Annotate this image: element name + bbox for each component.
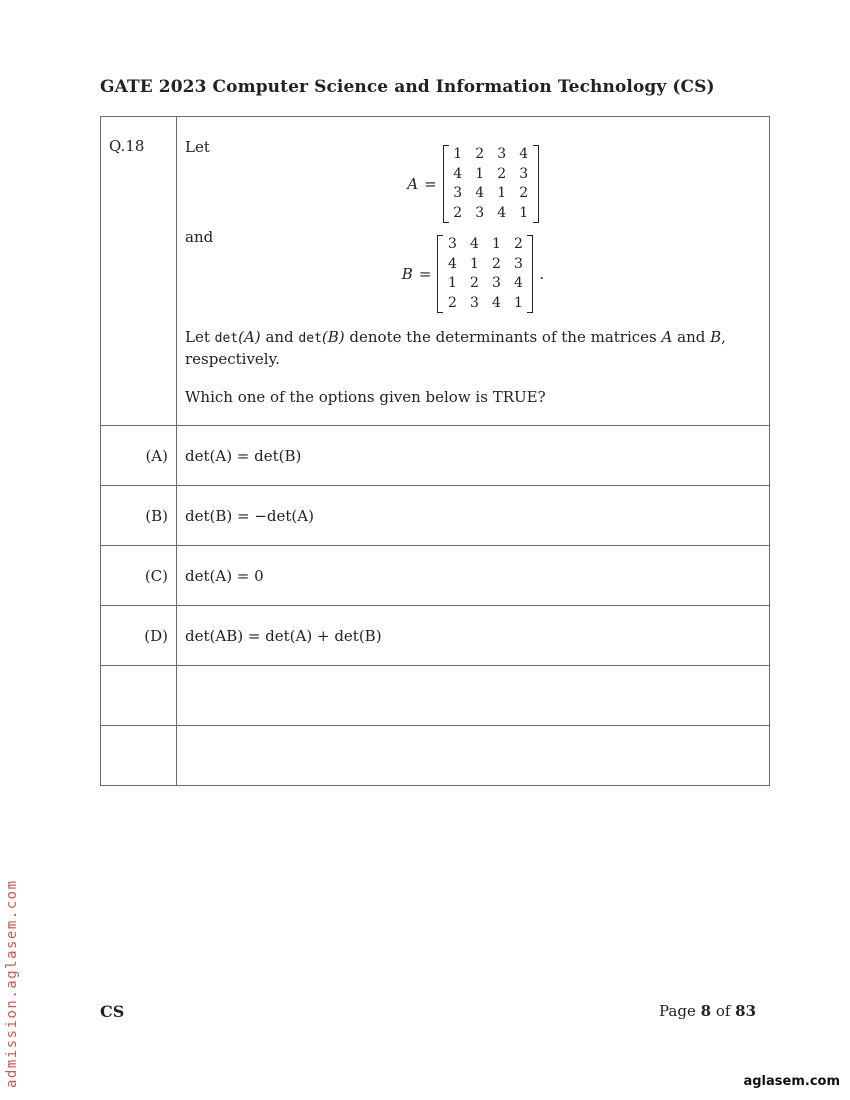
statement-text: and <box>260 328 299 346</box>
matrix-a-cell: 2 <box>475 146 485 162</box>
matrix-b-cell: 2 <box>513 236 523 252</box>
empty-cell <box>177 726 770 786</box>
equals-sign: = <box>424 175 437 193</box>
matrix-b-cell: 3 <box>447 236 457 252</box>
matrix-ref: (A) <box>238 328 261 346</box>
matrix-ref: B <box>710 328 722 346</box>
matrix-a-cell: 4 <box>453 165 463 182</box>
matrix-a-cell: 2 <box>453 204 463 221</box>
matrix-a-cell: 1 <box>453 146 463 162</box>
period: . <box>539 265 545 283</box>
matrix-b-cell: 4 <box>513 275 523 291</box>
empty-cell <box>101 666 177 726</box>
question-statement <box>185 327 761 369</box>
option-row-c <box>101 546 770 606</box>
matrix-a-cell: 2 <box>497 165 507 182</box>
option-letter: (B) <box>101 486 177 546</box>
matrix-b-cell: 3 <box>491 275 501 291</box>
matrix-b-row <box>185 235 761 313</box>
matrix-b <box>437 235 533 313</box>
question-prompt: Which one of the options given below is TRUE? <box>185 388 546 406</box>
matrix-a-cell: 3 <box>497 146 507 162</box>
option-letter: (A) <box>101 426 177 486</box>
empty-cell <box>101 726 177 786</box>
det-operator: det <box>298 331 322 346</box>
matrix-a-cell: 3 <box>453 185 463 201</box>
matrix-a-cell: 2 <box>519 185 529 201</box>
matrix-a-cell: 1 <box>519 204 529 221</box>
matrix-b-cell: 2 <box>491 255 501 272</box>
question-number: Q.18 <box>101 117 177 426</box>
option-text: det(A) = 0 <box>177 546 770 606</box>
statement-text: Let <box>185 328 215 346</box>
matrix-b-cell: 1 <box>513 294 523 311</box>
empty-row <box>101 666 770 726</box>
page-total: 83 <box>735 1002 757 1020</box>
matrix-ref: A <box>661 328 673 346</box>
page-prefix: Page <box>659 1002 701 1020</box>
matrix-a-cell: 1 <box>475 165 485 182</box>
footer-subject: CS <box>100 1002 125 1021</box>
matrix-a-label: A <box>407 175 419 193</box>
matrix-a <box>443 145 539 223</box>
matrix-b-cell: 2 <box>469 275 479 291</box>
equals-sign: = <box>418 265 432 283</box>
side-watermark: admission.aglasem.com <box>4 879 20 1088</box>
document-header: GATE 2023 Computer Science and Information Technology (CS) <box>100 77 715 97</box>
option-text: det(A) = det(B) <box>177 426 770 486</box>
matrix-a-cell: 3 <box>519 165 529 182</box>
question-table <box>100 116 770 786</box>
option-row-b <box>101 486 770 546</box>
question-row <box>101 117 770 426</box>
question-body <box>177 117 770 426</box>
matrix-b-cell: 4 <box>447 255 457 272</box>
matrix-a-cell: 4 <box>497 204 507 221</box>
det-operator: det <box>214 331 239 346</box>
matrix-b-cell: 3 <box>513 255 523 272</box>
matrix-b-cell: 1 <box>469 255 479 272</box>
statement-text: denote the determinants of the matrices <box>344 328 662 346</box>
matrix-b-cell: 4 <box>469 236 479 252</box>
empty-cell <box>177 666 770 726</box>
option-row-d <box>101 606 770 666</box>
matrix-b-label: B <box>401 265 413 283</box>
matrix-a-cell: 4 <box>475 185 485 201</box>
matrix-b-cell: 4 <box>491 294 501 311</box>
matrix-a-cell: 4 <box>519 146 529 162</box>
matrix-b-cell: 1 <box>491 236 501 252</box>
matrix-ref: (B) <box>321 328 345 346</box>
page-indicator <box>659 1002 756 1020</box>
matrix-a-cell: 3 <box>475 204 485 221</box>
option-row-a <box>101 426 770 486</box>
question-connector: and <box>185 228 214 246</box>
option-text: det(B) = −det(A) <box>177 486 770 546</box>
option-letter: (D) <box>101 606 177 666</box>
page-number: 8 <box>700 1002 712 1020</box>
matrix-b-cell: 1 <box>447 275 457 291</box>
statement-text: and <box>672 328 711 346</box>
matrix-a-row <box>185 145 761 223</box>
empty-row <box>101 726 770 786</box>
statement-text: , respectively. <box>185 328 726 368</box>
option-letter: (C) <box>101 546 177 606</box>
page-of: of <box>711 1002 736 1020</box>
matrix-a-cell: 1 <box>497 185 507 201</box>
corner-watermark: aglasem.com <box>743 1074 840 1089</box>
matrix-b-cell: 2 <box>447 294 457 311</box>
option-text: det(AB) = det(A) + det(B) <box>177 606 770 666</box>
question-intro: Let <box>185 138 210 156</box>
matrix-b-cell: 3 <box>469 294 479 311</box>
